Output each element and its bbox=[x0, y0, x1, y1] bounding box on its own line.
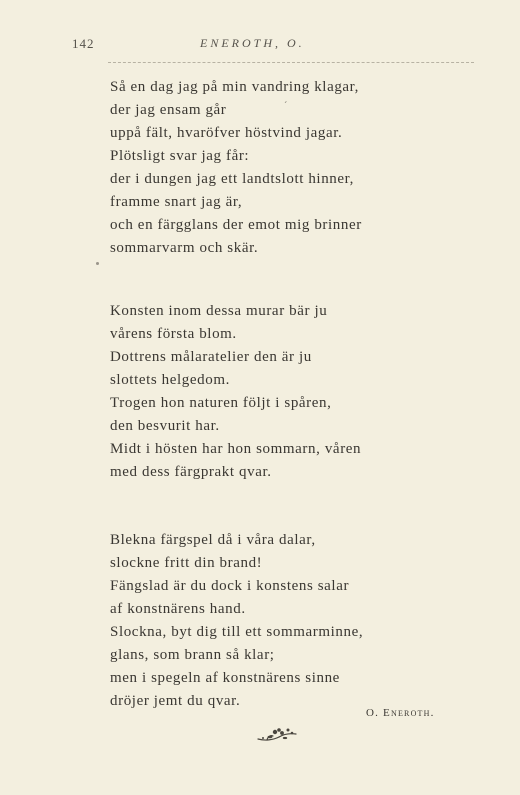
running-head: ENEROTH, O. bbox=[200, 36, 305, 50]
poem-line: Fängslad är du dock i konstens salar bbox=[110, 578, 350, 594]
poem-line: Konsten inom dessa murar bär ju bbox=[110, 303, 328, 319]
poem-line: den besvurit har. bbox=[110, 418, 220, 434]
poem-line: men i spegeln af konstnärens sinne bbox=[110, 670, 340, 686]
margin-dot bbox=[96, 262, 99, 265]
poem-line: Dottrens målaratelier den är ju bbox=[110, 349, 312, 365]
poem-line: Plötsligt svar jag får: bbox=[110, 148, 250, 164]
floral-vignette-icon bbox=[255, 724, 301, 746]
poem-line: med dess färgprakt qvar. bbox=[110, 464, 272, 480]
page-number: 142 bbox=[72, 36, 95, 51]
poem-line: uppå fält, hvaröfver höstvind jagar. bbox=[110, 125, 343, 141]
stanza-2 bbox=[110, 300, 361, 484]
header-rule bbox=[108, 62, 474, 63]
poem-line: slottets helgedom. bbox=[110, 372, 230, 388]
poem-line: Blekna färgspel då i våra dalar, bbox=[110, 532, 316, 548]
poem-line: der jag ensam går bbox=[110, 102, 227, 118]
poem-line: och en färgglans der emot mig brinner bbox=[110, 217, 362, 233]
poem-line: vårens första blom. bbox=[110, 326, 237, 342]
stanza-1 bbox=[110, 76, 362, 260]
poem-line: Så en dag jag på min vandring klagar, bbox=[110, 79, 360, 95]
poem-line: slockne fritt din brand! bbox=[110, 555, 263, 571]
poem-line: Trogen hon naturen följt i spåren, bbox=[110, 395, 332, 411]
poem-line: der i dungen jag ett landtslott hinner, bbox=[110, 171, 354, 187]
poem-line: Slockna, byt dig till ett sommarminne, bbox=[110, 624, 364, 640]
poem-line: glans, som brann så klar; bbox=[110, 647, 275, 663]
stanza-3 bbox=[110, 529, 363, 713]
poem-line: af konstnärens hand. bbox=[110, 601, 246, 617]
poem-line: dröjer jemt du qvar. bbox=[110, 693, 241, 709]
poem-line: sommarvarm och skär. bbox=[110, 240, 259, 256]
poem-line: Midt i hösten har hon sommarn, våren bbox=[110, 441, 362, 457]
accent-mark: ˊ bbox=[284, 101, 288, 112]
poem-line: framme snart jag är, bbox=[110, 194, 243, 210]
author-signature: O. Eneroth. bbox=[366, 707, 435, 719]
